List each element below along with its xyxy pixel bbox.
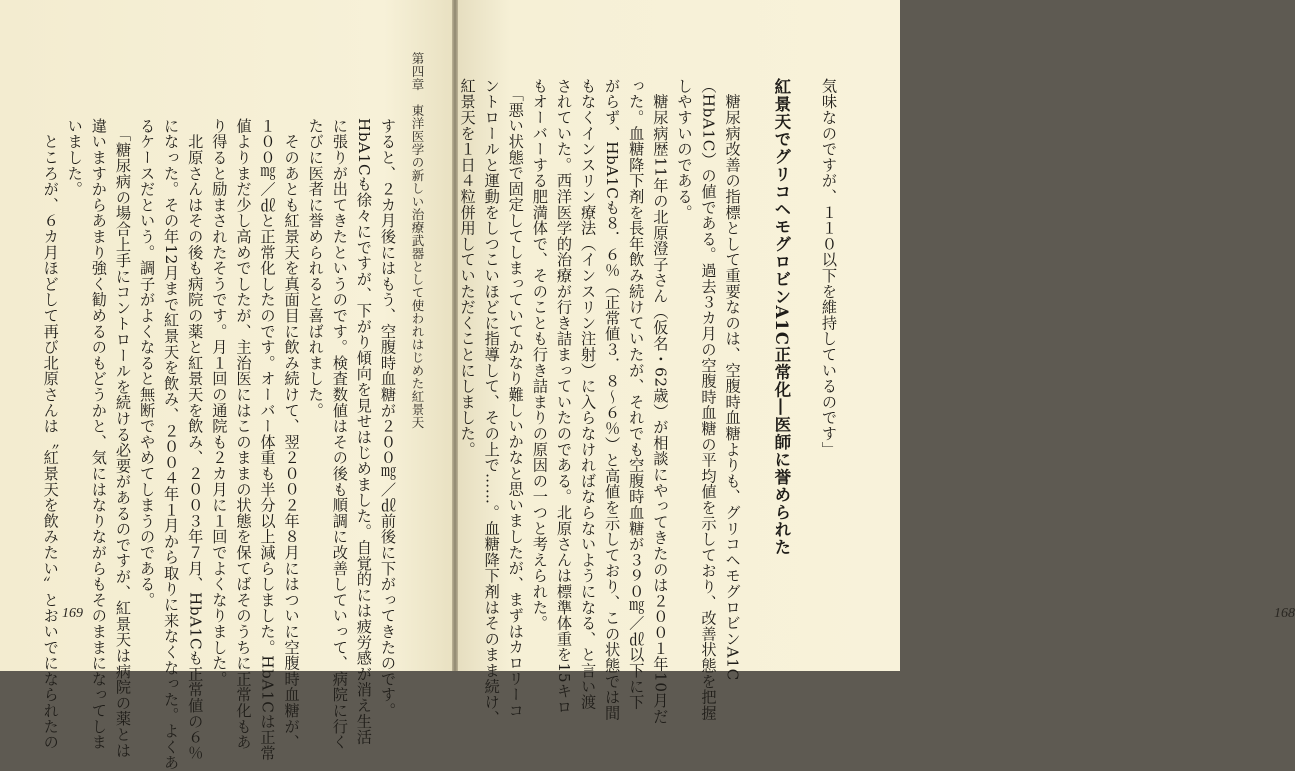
- right_page-line: がらず、HbA1Cも８．６％（正常値３．８〜６％）と高値を示しており、この状態では間: [603, 78, 622, 721]
- left_page-line: に張りが出てきたというのです。検査数値はその後も順調に改善していって、病院に行く: [330, 118, 349, 750]
- right_page-line: ントロールと運動をしつこいほどに指導して、その上で……。血糖降下剤はそのまま続け、: [482, 78, 501, 726]
- left_page-line: すると、２カ月後にはもう、空腹時血糖が２００㎎／㎗前後に下がってきたのです。: [379, 118, 397, 719]
- right_page-line: [745, 78, 769, 623]
- right_page-line: しやすいのである。: [675, 78, 694, 221]
- right_page-line: [793, 78, 817, 623]
- right_page-line: されていた。西洋医学的治療が行き詰まっていたのである。北原さんは標準体重を15キロ: [554, 78, 573, 715]
- right_page-line: 糖尿病改善の指標として重要なのは、空腹時血糖よりも、グリコヘモグロビンA1C: [723, 78, 742, 681]
- left_page-line: HbA1Cも徐々にですが、下がり傾向を見せはじめました。自覚的には疲労感が消え生活: [354, 118, 373, 746]
- right_page-line: 「悪い状態で固定してしまっていてかなり難しいかなと思いましたが、まずはカロリーコ: [506, 78, 525, 719]
- right_page-line: もオーバーする肥満体で、そのことも行き詰まりの原因の一つと考えられた。: [530, 78, 549, 631]
- left_page-line: そのあとも紅景天を真面目に飲み続けて、翌２００２年８月にはついに空腹時血糖が、: [282, 118, 301, 750]
- left-page-body: [41, 118, 400, 771]
- running-head: 第四章 東洋医学の新しい治療武器として使われはじめた紅景天: [410, 52, 425, 429]
- right_page-line: 紅景天でグリコヘモグロビンA1C正常化―医師に誉められた: [771, 78, 791, 556]
- left_page-line: 「糖尿病の場合上手にコントロールを続ける必要があるのですが、紅景天は病院の薬とは: [113, 118, 132, 759]
- left-page: [0, 0, 452, 771]
- left_page-line: たびに医者に誉められると喜ばれました。: [306, 118, 325, 419]
- right_page-line: った。血糖降下剤を長年飲み続けていたが、それでも空腹時血糖が３９０㎎／㎗以下に下: [627, 78, 646, 710]
- right_page-line: 糖尿病歴11年の北原澄子さん（仮名・62歳）が相談にやってきたのは２００１年10月だ: [651, 78, 670, 725]
- right_page-line: （HbA1C）の値である。過去３カ月の空腹時血糖の平均値を示しており、改善状態を把握: [699, 78, 718, 721]
- left_page-line: 北原さんはその後も病院の薬と紅景天を飲み、２００３年７月、HbA1Cも正常値の６％: [186, 118, 205, 761]
- left_page-line: るケースだという。調子がよくなると無断でやめてしまうのである。: [138, 118, 157, 608]
- page-number-right: 168: [1274, 606, 1295, 621]
- left_page-line: 違いますからあまり強く勧めるのもどうかと、気にはなりながらもそのままになってしま: [89, 118, 108, 750]
- left_page-line: １００㎎／㎗と正常化したのです。オーバー体重も半分以上減らしました。HbA1Cは正常: [258, 118, 277, 761]
- right-page-body: [458, 78, 841, 726]
- left_page-line: になった。その年12月まで紅景天を飲み、２００４年１月から取りに来なくなった。よくあ: [162, 118, 181, 771]
- right_page-line: 気味なのですが、１１０以下を維持しているのです」: [820, 78, 838, 458]
- left_page-line: いました。: [65, 118, 84, 197]
- right_page-line: もなくインスリン療法（インスリン注射）に入らなければならないようになる、と言い渡: [579, 78, 598, 710]
- left_page-line: 値よりまだ少し高めでしたが、主治医にはこのままの状態を保てばそのうちに正常化もあ: [234, 118, 253, 750]
- page-number-left: 169: [62, 606, 83, 621]
- left_page-line: り得ると励まされたそうです。月１回の通院も２カ月に１回でよくなりました。: [210, 118, 229, 687]
- left_page-line: ところが、６カ月ほどして再び北原さんは〝紅景天を飲みたい〟とおいでになられたの: [41, 118, 60, 750]
- right_page-line: 紅景天を１日４粒併用していただくことにしました。: [458, 78, 477, 458]
